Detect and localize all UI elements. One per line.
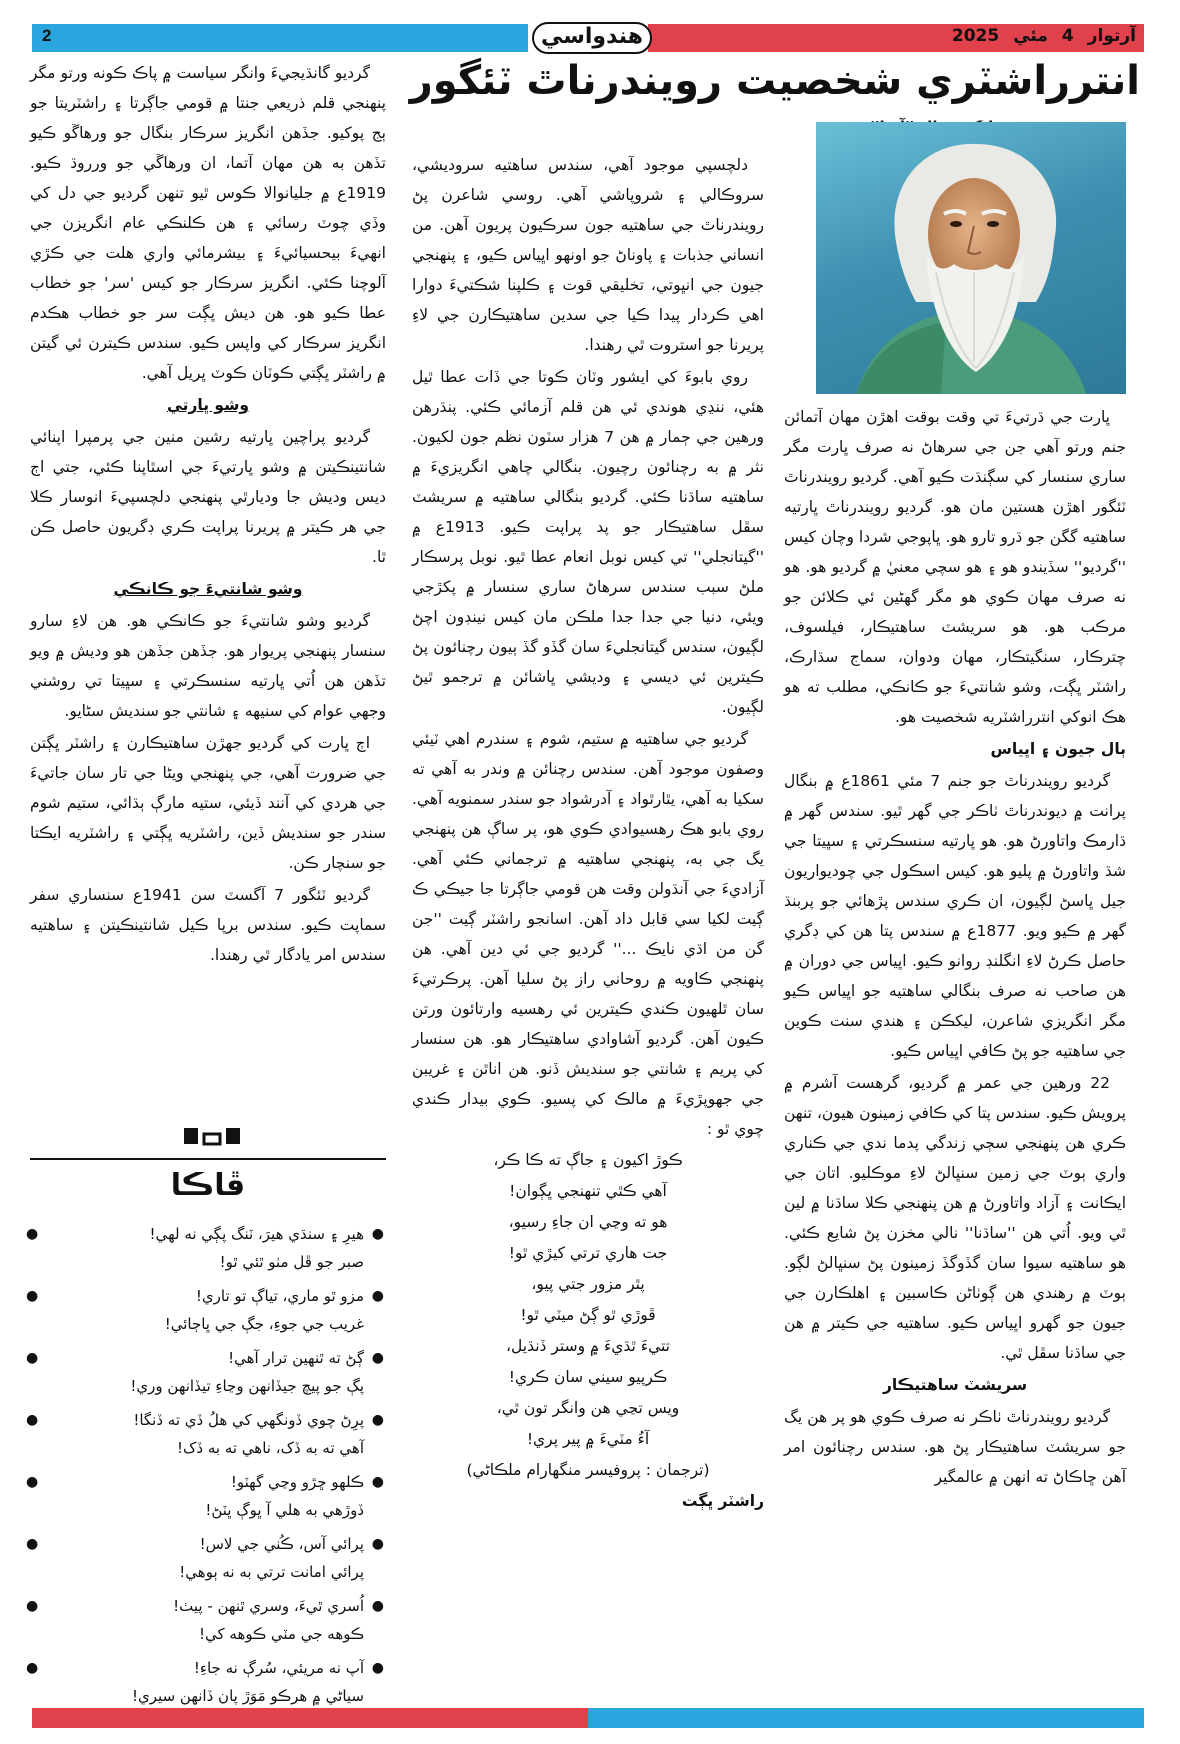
newspaper-masthead: هندواسي — [532, 22, 652, 54]
article-paragraph: گرديو رويندرناٿ جو جنم 7 مئي 1861ع ۾ بنگال پرانت ۾ ديوندرناٿ ٺاڪر جي گهر ٿيو. سندس گهر ۾ ڌارمڪ واتاورڻ هو. هو ڀارتيه سنسڪرتي ۽ سڀيتا جي شڌ واتاورڻ ۾ پليو هو. کيس اسڪول جي چوديواريون جيل ڀاسڻ لڳيون، ان ڪري سندس پڙهائي جو پربنڌ گهر ۾ ڪيو ويو. 1877ع ۾ سندس پتا هن کي ڊگري حاصل ڪرڻ لاءِ انگلنڊ روانو ڪيو. اڀياس جي دوران ۾ هن صاحب نه صرف بنگالي ساهتيه جو اڀياس ڪيو مگر انگريزي شاعرن، ليکڪن ۽ هندي سنت ڪوين جي ساهتيه جو پڻ ڪافي اڀياس ڪيو. — [784, 772, 1126, 1060]
bullet-icon: ● — [371, 1598, 384, 1614]
proverb-item — [26, 1220, 386, 1276]
footer-band-blue — [588, 1708, 1144, 1728]
proverb-line: آپ نه مريئي، سُرڳ نه جاءِ! — [193, 1659, 364, 1677]
poem-line: آءُ مٽيءَ ۾ پير پري! — [526, 1430, 650, 1448]
bullet-icon: ● — [371, 1536, 384, 1552]
bullet-icon: ● — [371, 1660, 384, 1676]
issue-date-day: 4 — [1061, 26, 1074, 46]
page-number: 2 — [42, 26, 52, 45]
article-paragraph: روي بابوءَ کي ايشور وٽان ڪوتا جي ڏات عطا ٿيل هئي، ننڍي هوندي ئي هن قلم آزمائي ڪئي. پنڌرهن ورهين جي ڄمار ۾ هن 7 هزار سٽون نظم جون لکيون. نثر ۾ به رچنائون رچيون. بنگالي چاهي انگريزيءَ ۾ ساهتيه ساڌنا ڪئي. گرديو بنگالي ساهتيه ۾ سريشٽ سڦل ساهتيڪار جو پد پراپت ڪيو. 1913ع ۾ ''گيتانجلي'' تي کيس نوبل انعام عطا ٿيو. نوبل پرسڪار ملڻ سبب سندس سرهاڻ ساري سنسار ۾ پکڙجي ويئي، دنيا جي جدا جدا ملڪن مان کيس نينڊون اچڻ لڳيون، سندس گيتانجليءَ سان گڏو گڏ ٻيون رچنائون پڻ ڪيترين ئي ديسي ۽ وديشي ڀاشائن ۾ ترجمو ٿيڻ لڳيون. — [412, 368, 764, 716]
issue-day: آرتوار — [1087, 26, 1136, 46]
bullet-icon: ● — [371, 1350, 384, 1366]
article-paragraph: گرديو رويندرناٿ ٺاڪر نه صرف ڪوي هو پر هن يگ جو سريشٽ ساهتيڪار پڻ هو. سندس رچنائون امر آهن ڇاڪاڻ ته انهن ۾ عالمگير — [784, 1408, 1126, 1486]
proverb-line: سياڻي ۾ هرڪو مَوَڙ پان ڏانهن سيري! — [132, 1687, 364, 1705]
bullet-icon: ● — [371, 1474, 384, 1490]
proverb-line: هيرِ ۽ سنڌي هيرَ، ٽنگ پڳي نه لهي! — [149, 1225, 364, 1243]
article-column-left — [30, 58, 386, 972]
section-heading: راشٽر ڀڳت — [681, 1492, 764, 1510]
issue-month: مئي — [1013, 26, 1048, 46]
article-paragraph: دلچسپي موجود آهي، سندس ساهتيه سروديشي، سروڪالي ۽ شروپاشي آهي. روسي شاعرن پڻ رويندرناٿ جي ساهتيه جون سرڪيون پريون آهن. من انساني جذبات ۽ پاوناڻ جو اونهو اڀياس ڪيو، ۽ پنهنجي جيون جي انڀوتي، تخليقي قوت ۽ ڪلپنا شڪتيءَ دوارا اهي ڪردار پيدا ڪيا جي سدين ساهتيڪارن جي لاءِ پريرنا جو استروت ٿي رهندا. — [412, 156, 764, 354]
proverb-line: آهي ته به ڏک، ناهي ته به ڏک! — [176, 1439, 364, 1457]
proverb-item — [26, 1468, 386, 1524]
portrait-icon — [816, 122, 1126, 394]
section-divider — [30, 1158, 386, 1160]
issue-date — [938, 26, 1136, 46]
poem-line: هو ته وڃي ان جاءِ رسيو، — [508, 1213, 668, 1231]
bullet-icon: ● — [26, 1226, 39, 1242]
proverb-line: پرِڻ چوي ڏونگهي کي هلُ ڏي ته ڏنگا! — [133, 1411, 364, 1429]
proverb-line: پرائي آس، ڪُني جي لاس! — [199, 1535, 364, 1553]
end-ornament-icon — [182, 1126, 242, 1146]
article-headline: انترراشٽري شخصيت رويندرناٿ ٽئگور — [409, 58, 1140, 104]
proverb-line: مزو ٿو ماري، تياڳ تو تاري! — [195, 1287, 364, 1305]
article-paragraph: گرديو وشو شانتيءَ جو ڪانڪي هو. هن لاءِ سارو سنسار پنهنجي پريوار هو. جڏهن جڏهن هو وديش ۾ ويو تڏهن هن اُتي ڀارتيه سنسڪرتي ۽ سڀيتا تي روشني وجهي عوام کي سنيهه ۽ شانتي جو سنديش سڻايو. — [30, 612, 386, 720]
proverbs-list — [26, 1220, 386, 1716]
article-paragraph: 22 ورهين جي عمر ۾ گرديو، گرهست آشرم ۾ پرويش ڪيو. سندس پتا کي ڪافي زمينون هيون، تنهن ڪري هن پنهنجي سڄي زندگي پدما ندي جي ڪناري واري ٻوٽ جي زمين سنڀالڻ لاءِ موڪليو. اتان جي ايڪانت ۽ آزاد واتاورڻ ۾ هن پنهنجي ڪلا ساڌنا ۾ لين ٿي ويو. اُتي هن ''ساڌنا'' نالي مخزن پڻ شايع ڪئي. هو ساهتيه سيوا سان گڏوگڏ زمينون پڻ سنڀالڻ لڳو. ٻوٽ ۾ رهندي هن ڳوٺاڻن ڪاسبين ۽ اهلڪارن جي جيون جو گهرو اڀياس ڪيو. ساهتيه جي ڪيتر ۾ هن جي ساڌنا سڦل ٿي. — [784, 1074, 1126, 1362]
header-band-blue — [32, 24, 528, 52]
proverb-item — [26, 1344, 386, 1400]
section-heading: وشو ڀارتي — [166, 396, 250, 414]
proverb-line: پڳ جو پيچ جيڏانهن وڃاءِ تيڏانهن وري! — [130, 1377, 364, 1395]
issue-year: 2025 — [951, 26, 1000, 46]
proverb-line: اُسري ٿيءَ، وسري ٿنهن - پيٺ! — [173, 1597, 364, 1615]
section-heading: ٻال جيون ۽ اڀياس — [990, 740, 1126, 758]
section-heading: سريشٽ ساهتيڪار — [882, 1376, 1028, 1394]
proverb-line: ڪوهه جي مٽي ڪوهه کي! — [198, 1625, 364, 1643]
portrait-of-rabindranath-tagore — [816, 122, 1126, 394]
proverb-line: پرائي امانت ترتي به نه ٻوهي! — [179, 1563, 364, 1581]
bullet-icon: ● — [26, 1288, 39, 1304]
article-paragraph: گرديو گانڌيجيءَ وانگر سياست ۾ پاڪ ڪونه ورتو مگر پنهنجي قلم ذريعي جنتا ۾ قومي جاڳرتا ۽ راشٽريتا جو ٻج پوکيو. جڏهن انگريز سرڪار بنگال جو ورهاڱو ڪيو تڏهن به هن مهان آتما، ان ورهاڱي جو ورروڌ ڪيو. 1919ع ۾ جليانوالا ڪوس ٿيو تنهن گرديو جي دل کي وڏي چوٽ رسائي ۽ هن ڪلنڪي عام انگريزن جي انهيءَ بيحسيائيءَ ۽ بيشرمائي واري هلت جي ڪڙي آلوچنا ڪئي. انگريز سرڪار جو کيس 'سر' جو خطاب عطا ڪيو هو. هن ديش ڀڳت سر جو خطاب هڪدم انگريز سرڪار کي واپس ڪيو. سندس ڪيترن ئي گيتن ۾ راشٽر ڀڳتي ڪوٽان ڪوٽ ڀريل آهي. — [30, 64, 386, 382]
bullet-icon: ● — [26, 1412, 39, 1428]
proverb-item — [26, 1282, 386, 1338]
proverbs-title: ڦاڪا — [170, 1168, 246, 1203]
poem-line: آهي ڪٿي تنهنجي ڀڳوان! — [509, 1182, 667, 1200]
bullet-icon: ● — [26, 1350, 39, 1366]
poem-line: ڦوڙي ٿو ڳڻ ميٽي ٿو! — [520, 1306, 656, 1324]
poem-line: جت هاري ترتي کيڙي ٿو! — [508, 1244, 668, 1262]
proverb-item — [26, 1592, 386, 1648]
poem-line: ڪرپيو سيني سان ڪري! — [508, 1368, 668, 1386]
article-paragraph: گرديو جي ساهتيه ۾ ستيم، شوم ۽ سندرم اهي ٽيئي وصفون موجود آهن. سندس رچنائن ۾ وندر به آهي ته سکيا به آهي، يٿارٿواد ۽ آدرشواد جو سندر سمنويه آهي. روي بابو هڪ رهسيوادي ڪوي هو، پر ساڳ هن پنهنجي يگ جي به، پنهنجي ساهتيه ۾ ترجماني ڪئي آهي. آزاديءَ جي آنڌولن وقت هن قومي جاڳرتا جا جيڪي ڪ ڳيت لکيا سي قابل داد آهن. اسانجو راشٽر ڳيت ''جن گن من اڌي نايڪ ...'' گرديو جي ئي دين آهي. هن پنهنجي ڪاويه ۾ روحاني راز پڻ سليا آهن. پرڪرتيءَ سان ٿلهيون ڪندي ڪيترين ئي رهسيه وارتائون ورتن ڪيون آهن. گرديو آشاوادي ساهتيڪار هو. هن سنسار کي پريم ۽ شانتي جو سنديش ڏنو. هن اناٿن ۽ غريبن جي جهوپڙيءَ ۾ مالڪ کي پسيو. ڪوي بيدار ڪندي چوي ٿو : — [412, 730, 764, 1138]
poem-line: پٿر مزور جتي پيو، — [531, 1275, 645, 1293]
article-paragraph: ڀارت جي ڌرتيءَ تي وقت بوقت اهڙن مهان آتمائن جنم ورتو آهي جن جي سرهاڻ نه صرف ڀارت مگر ساري سنسار کي سڳنڌت ڪيو آهي. گرديو رويندرناٿ ٽئگور اهڙن هستين مان هو. گرديو رويندرناٿ ڀارتيه ساهتيه گگن جو ڌرو تارو هو. ڀاپوجي شردا وچان کيس ''گرديو'' سڏيندو هو ۽ هو سچي معنيٰ ۾ گرديو هو. هو نه صرف مهان ڪوي هو مگر گهڻين ئي ڪلائن جو مرڪب هو. هو سريشٽ ساهتيڪار، فيلسوف، چترڪار، سنگيتڪار، مهان ودوان، سماج سڌارڪ، راشٽر ڀڳت، وشو شانتيءَ جو ڪانڪي، مطلب ته هو هڪ انوکي انترراشٽريه شخصيت هو. — [784, 408, 1126, 726]
proverb-line: صبر جو ڦل مٺو ٿئي ٿو! — [219, 1253, 364, 1271]
bullet-icon: ● — [26, 1598, 39, 1614]
poem-line: تتيءَ ٿڌيءَ ۾ وستر ڏنڌيل، — [506, 1337, 670, 1355]
proverb-line: ڳڻ ته ٿنهين ترار آهي! — [228, 1349, 364, 1367]
article-paragraph: اڄ ڀارت کي گرديو جهڙن ساهتيڪارن ۽ راشٽر ڀڳتن جي ضرورت آهي، جي پنهنجي ويڻا جي تار سان جاتيءَ جي هردي کي آنند ڏيئي، ستيه مارڳ ٻڌائي، ستيم شوم سندر جو سنديش ڏين، راشٽريه ڀڳتي ۽ راشٽريه ايڪتا جو سنچار ڪن. — [30, 734, 386, 872]
bullet-icon: ● — [371, 1288, 384, 1304]
article-column-right — [784, 402, 1126, 1494]
bullet-icon: ● — [26, 1474, 39, 1490]
poem — [412, 1146, 764, 1516]
footer-band-red — [32, 1708, 588, 1728]
bullet-icon: ● — [371, 1226, 384, 1242]
proverb-item — [26, 1530, 386, 1586]
poem-line: ڪوڙ اکيون ۽ جاڳ ته ڪا ڪر، — [493, 1151, 683, 1169]
bullet-icon: ● — [26, 1660, 39, 1676]
proverb-line: ڪلهو ڇڙو وڃي گهٽو! — [230, 1473, 364, 1491]
poem-line: ويس تڃي هن وانگر تون ٿي، — [496, 1399, 680, 1417]
bullet-icon: ● — [371, 1412, 384, 1428]
proverb-line: غريب جي جوءِ، جڳ جي ڀاڄائي! — [164, 1315, 364, 1333]
article-column-middle — [412, 150, 764, 1518]
proverb-item — [26, 1654, 386, 1710]
bullet-icon: ● — [26, 1536, 39, 1552]
page-footer — [32, 1708, 1144, 1728]
article-paragraph: گرديو ٽئگور 7 آگسٽ سن 1941ع سنساري سفر سماپت ڪيو. سندس برپا ڪيل شانتينڪيتن ۽ ساهتيه سندس امر يادگار ٿي رهندا. — [30, 886, 386, 964]
poem-translator: (ترجمان : پروفيسر منگهارام ملڪاڻي) — [466, 1461, 710, 1479]
proverb-line: ڏوڙهي به هلي آ ڀوڳ ڀٽڻ! — [205, 1501, 364, 1519]
page-header — [32, 24, 1144, 52]
article-paragraph: گرديو پراچين ڀارتيه رشين منين جي پرمپرا اپنائي شانتينڪيتن ۾ وشو ڀارتيءَ جي اسٿاپنا ڪئي، جتي اڄ ديس وديش جا وديارٿي پنهنجي دلچسپيءَ انوسار ڪلا جي هر ڪيتر ۾ پريرنا پراپت ڪري ڊگريون حاصل ڪن ٿا. — [30, 428, 386, 566]
section-heading: وشو شانتيءَ جو ڪانڪي — [113, 580, 303, 598]
proverb-item — [26, 1406, 386, 1462]
